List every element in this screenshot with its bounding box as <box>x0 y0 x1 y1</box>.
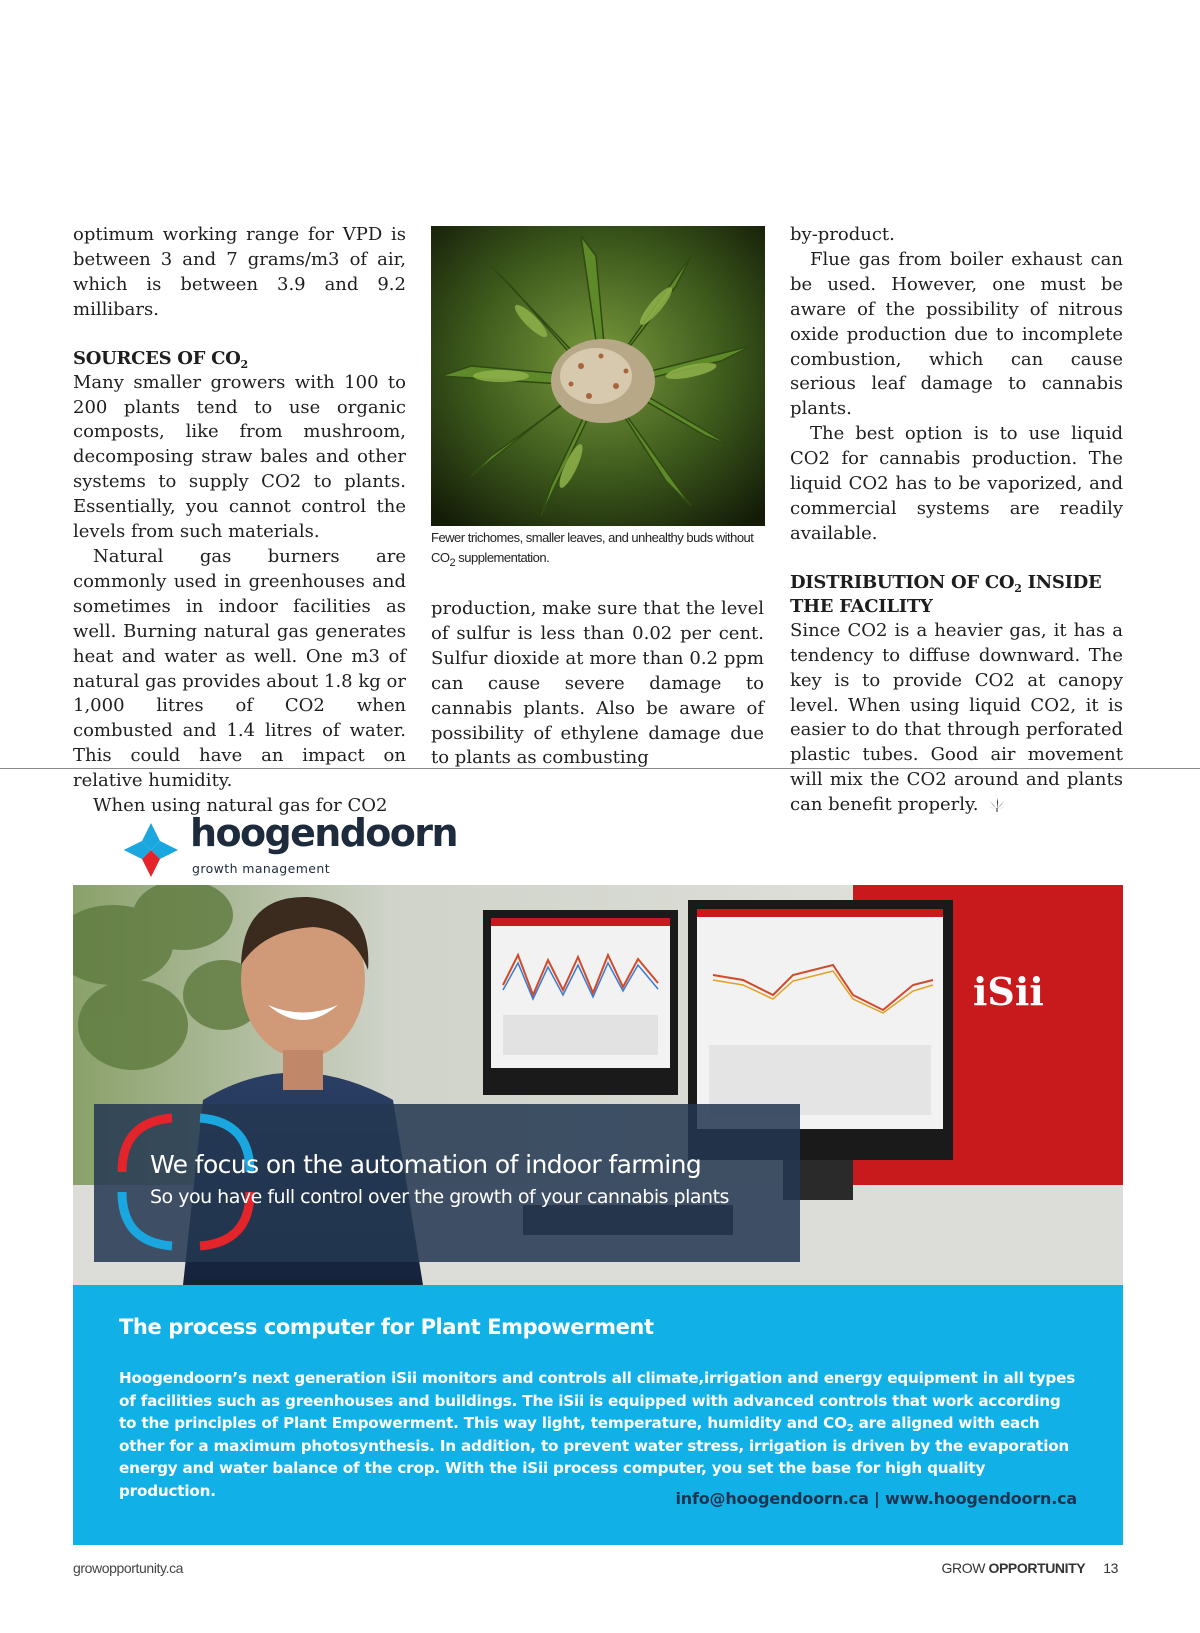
vpd-paragraph: optimum working range for VPD is between 3 and 7 grams/m3 of air, which is between 3.9 and 9.2 millibars. <box>73 224 406 320</box>
footer-magazine: GROW OPPORTUNITY 13 <box>941 1560 1118 1576</box>
natural-gas-co2-paragraph: When using natural gas for CO2 <box>93 795 388 817</box>
sources-heading: SOURCES OF $CO_2$ <box>73 347 248 371</box>
ad-overlay-panel <box>94 1104 800 1262</box>
focus-bracket-icon <box>116 1112 256 1252</box>
natural-gas-paragraph: Natural gas burners are commonly used in greenhouses and sometimes in indoor facilities as well. Burning natural gas generates heat and water as well. One m3 of natural gas provides about 1.8 kg or 1,000 litres of CO2 when combusted and 1.4 litres of water. This could have an impact on relative humidity. <box>73 545 406 792</box>
isii-screen-logo: iSii <box>973 969 1044 1014</box>
compost-paragraph: Many smaller growers with 100 to 200 plants tend to use organic composts, like from mushroom, decomposing straw bales and other systems to supply CO2 to plants. Essentially, you cannot control the levels from such materials. <box>73 371 406 543</box>
page-number: 13 <box>1103 1560 1118 1576</box>
article-column-2 <box>431 597 764 771</box>
ad-info-panel <box>73 1285 1123 1545</box>
ad-panel-body: Hoogendoorn’s next generation iSii monitors and controls all climate,irrigation and energy equipment in all types of facilities such as greenhouses and buildings. The iSii is equipped with advanced controls that work according to the principles of Plant Empowerment. This way light, temperature, humidity and $CO_2$ are aligned with each other for a maximum photosynthesis. In addition, to prevent water stress, irrigation is driven by the evaporation energy and water balance of the crop. With the iSii process computer, you set the base for high quality production. <box>119 1369 1076 1500</box>
diffusion-paragraph: Since CO2 is a heavier gas, it has a tendency to diffuse downward. The key is to provide CO2 at canopy level. When using liquid CO2, it is easier to do that through perforated plastic tubes. Good air movement will mix the CO2 around and plants can benefit properly. <box>790 619 1123 816</box>
photo-caption: Fewer trichomes, smaller leaves, and unhealthy buds without $CO_2$ supplementation. <box>431 530 754 569</box>
distribution-heading: DISTRIBUTION OF $CO_2$ INSIDE THE FACILITY <box>790 571 1102 617</box>
cannabis-leaf-icon <box>987 796 1007 812</box>
brand-tagline: growth management <box>192 861 331 876</box>
flue-gas-paragraph: Flue gas from boiler exhaust can be used. However, one must be aware of the possibility of nitrous oxide production due to incomplete combustion, which can cause serious leaf damage to cannabis plants. <box>790 248 1123 420</box>
ad-headline: We focus on the automation of indoor farming <box>150 1150 702 1179</box>
ad-subheadline: So you have full control over the growth of your cannabis plants <box>150 1186 729 1208</box>
liquid-co2-paragraph: The best option is to use liquid CO2 for cannabis production. The liquid CO2 has to be vaporized, and commercial systems are readily available. <box>790 423 1123 544</box>
brand-name: hoogendoorn <box>190 811 457 855</box>
ad-contact-links[interactable]: info@hoogendoorn.ca | www.hoogendoorn.ca <box>675 1489 1077 1508</box>
ad-panel-title: The process computer for Plant Empowerment <box>119 1315 654 1339</box>
sulfur-paragraph: production, make sure that the level of sulfur is less than 0.02 per cent. Sulfur dioxide at more than 0.2 ppm can cause severe damage to cannabis plants. Also be aware of possibility of ethylene damage due to plants as combusting <box>431 598 764 769</box>
article-column-3 <box>790 223 1123 818</box>
section-divider <box>0 768 1200 769</box>
cannabis-bud-photo <box>431 226 765 526</box>
footer-site-url[interactable]: growopportunity.ca <box>73 1560 184 1576</box>
brand-mark-icon <box>122 821 180 879</box>
hoogendoorn-logo <box>122 811 457 881</box>
byproduct-line: by-product. <box>790 224 895 245</box>
article-column-1 <box>73 223 406 819</box>
